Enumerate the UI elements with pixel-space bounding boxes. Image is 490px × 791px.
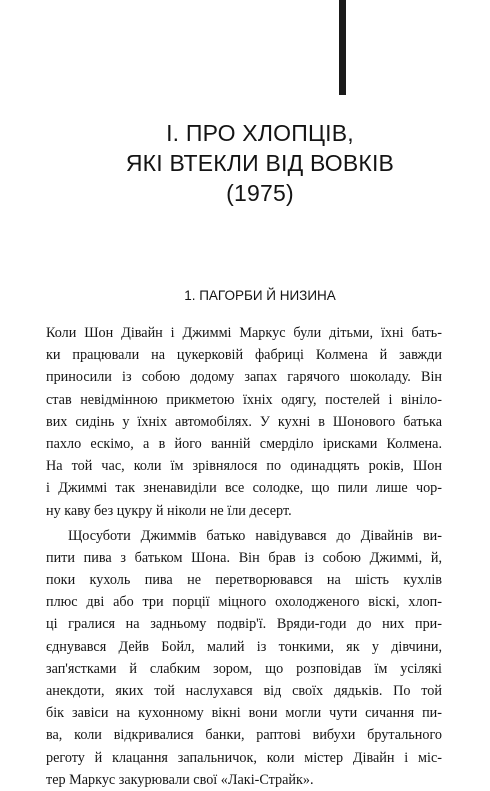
page-edge-bar (339, 0, 346, 95)
section-title: 1. ПАГОРБИ Й НИЗИНА (184, 288, 336, 303)
text-line: реготу й клацання запальничок, коли містер Дівайн і міс- (46, 749, 442, 766)
text-line: зап'ястками й слабким зором, що розповідав їм усілякі (46, 660, 442, 677)
text-line: приносили із собою додому запах гарячого шоколаду. Він (46, 369, 442, 386)
text-line: анекдоти, яких той наслухався від своїх дядьків. По той (46, 683, 442, 699)
text-line: і Джиммі так зненавиділи все солодке, що пили лише чор- (46, 480, 442, 497)
text-line: став невідмінною прикметою їхніх одягу, постелей і вініло- (46, 391, 442, 408)
text-line: ки працювали на цукерковій фабриці Колмена й завжди (46, 347, 442, 364)
text-line: вих сидінь у їхніх автомобілях. У кухні в Шонового батька (46, 413, 442, 430)
text-line: ну каву без цукру й ніколи не їли десерт. (46, 502, 292, 519)
paragraph-1 (46, 322, 442, 522)
text-line: плюс дві або три порції міцного охолодженого віскі, хлоп- (46, 594, 442, 611)
body-text (46, 322, 442, 791)
text-line: бік завіси на кухонному вікні вони могли чути сичання пи- (46, 705, 442, 722)
chapter-title-line: (1975) (226, 180, 294, 206)
text-line: На той час, коли їм зрівнялося по одинадцять років, Шон (46, 458, 442, 475)
text-line: ва, коли відкривалися банки, раптові вибухи брутального (46, 727, 442, 744)
text-line: поки кухоль пива не перетворювався на шість кухлів (46, 572, 442, 589)
text-line: пахло ескімо, а в його ванній смерділо ірисками Колмена. (46, 435, 442, 452)
chapter-title-line: I. ПРО ХЛОПЦІВ, (166, 120, 354, 146)
text-line: єднувався Дейв Бойл, малий із тонкими, як у дівчини, (46, 638, 442, 655)
text-line: тер Маркус закурювали свої «Лакі-Страйк». (46, 771, 314, 788)
text-line: Коли Шон Дівайн і Джиммі Маркус були дітьми, їхні бать- (46, 325, 442, 341)
chapter-title-line: ЯКІ ВТЕКЛИ ВІД ВОВКІВ (125, 150, 395, 176)
paragraph-2 (46, 525, 442, 791)
chapter-title (60, 118, 460, 208)
text-line: пити пива з батьком Шона. Він брав із собою Джиммі, й, (46, 549, 442, 566)
text-line: ці гралися на задньому подвір'ї. Вряди-годи до них при- (46, 616, 442, 633)
text-line: Щосуботи Джиммів батько навідувався до Дівайнів ви- (68, 527, 442, 544)
